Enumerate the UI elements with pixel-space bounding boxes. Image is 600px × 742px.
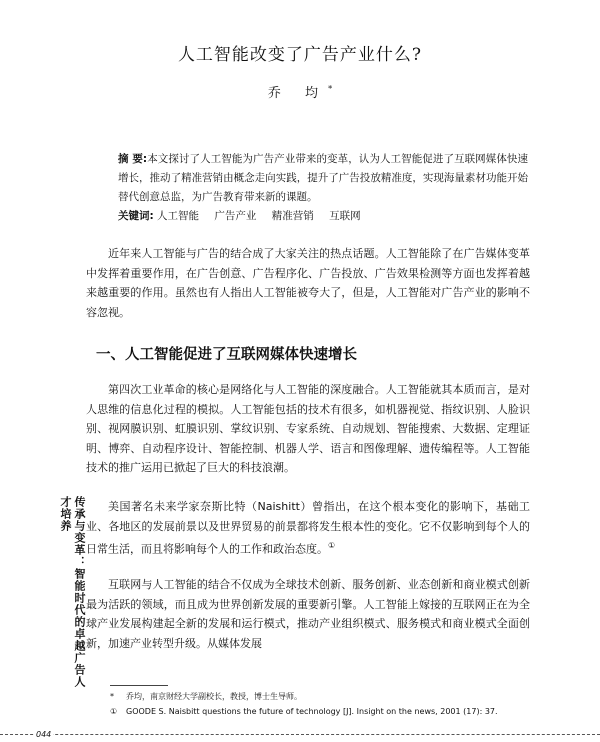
keyword-item: 互联网	[329, 210, 361, 222]
keyword-item: 广告产业	[214, 210, 257, 222]
footnote-mark: ①	[110, 707, 118, 716]
author-name: 乔 均	[267, 86, 329, 101]
section-heading: 一、人工智能促进了互联网媒体快速增长	[96, 347, 357, 363]
page-number: 044	[36, 730, 52, 739]
bottom-dashed-rule	[0, 734, 600, 735]
footnote-mark: *	[110, 692, 114, 701]
intro-paragraph: 近年来人工智能与广告的结合成了大家关注的热点话题。人工智能除了在广告媒体变革中发挥着重要作用，在广告创意、广告程序化、广告投放、广告效果检测等方面也发挥着越来越重要的作用。虽然也有人指出人工智能被夸大了，但是，人工智能对广告产业的影响不容忽视。	[86, 247, 530, 319]
abstract-text: 本文探讨了人工智能为广告产业带来的变革，认为人工智能促进了互联网媒体快速增长，推动了精准营销由概念走向实践，提升了广告投放精准度，实现海量素材功能开始替代创意总监，为广告教育带来新的课题。	[118, 153, 529, 203]
body-paragraph-text: 美国著名未来学家奈斯比特（Naishitt）曾指出，在这个根本变化的影响下，基础工业、各地区的发展前景以及世界贸易的前景都将发生根本性的变化。它不仅影响到每个人的日常生活，而且将影响每个人的工作和政治态度。	[86, 500, 530, 556]
body-paragraph: 第四次工业革命的核心是网络化与人工智能的深度融合。人工智能就其本质而言，是对人思维的信息化过程的模拟。人工智能包括的技术有很多，如机器视觉、指纹识别、人脸识别、视网膜识别、虹膜识别、掌纹识别、专家系统、自动规划、智能搜索、大数据、定理证明、博弈、自动程序设计、智能控制、机器人学、语言和图像理解、遗传编程等。人工智能技术的推广运用已掀起了巨大的科技浪潮。	[86, 383, 530, 474]
keywords	[118, 207, 528, 226]
author-line	[0, 82, 600, 101]
footnote	[110, 704, 530, 719]
body-paragraph	[86, 497, 530, 559]
footnote	[110, 689, 530, 704]
abstract	[118, 150, 528, 207]
abstract-label: 摘 要:	[118, 153, 148, 165]
author-footnote-mark: *	[328, 84, 333, 94]
citation-mark: ①	[328, 541, 336, 550]
paper-title: 人工智能改变了广告产业什么?	[177, 45, 423, 65]
footnote-text: 乔均，南京财经大学副校长，教授，博士生导师。	[126, 692, 302, 701]
footnote-text: GOODE S. Naisbitt questions the future of technology [J]. Insight on the news, 2001 (17): 37.	[126, 707, 498, 716]
keyword-item: 精准营销	[271, 210, 314, 222]
footnote-divider	[110, 685, 168, 686]
keyword-item: 人工智能	[157, 210, 200, 222]
footnotes	[110, 689, 530, 719]
running-side-title: 传承与变革：智能时代的卓越广告人才培养	[59, 496, 86, 688]
body-paragraph: 互联网与人工智能的结合不仅成为全球技术创新、服务创新、业态创新和商业模式创新最为活跃的领域，而且成为世界创新发展的重要新引擎。人工智能上嫁接的互联网正在为全球产业发展构建起全新的发展和运行模式，推动产业组织模式、服务模式和商业模式全面创新，加速产业转型升级。从媒体发展	[86, 578, 530, 650]
keywords-label: 关键词:	[118, 210, 154, 222]
